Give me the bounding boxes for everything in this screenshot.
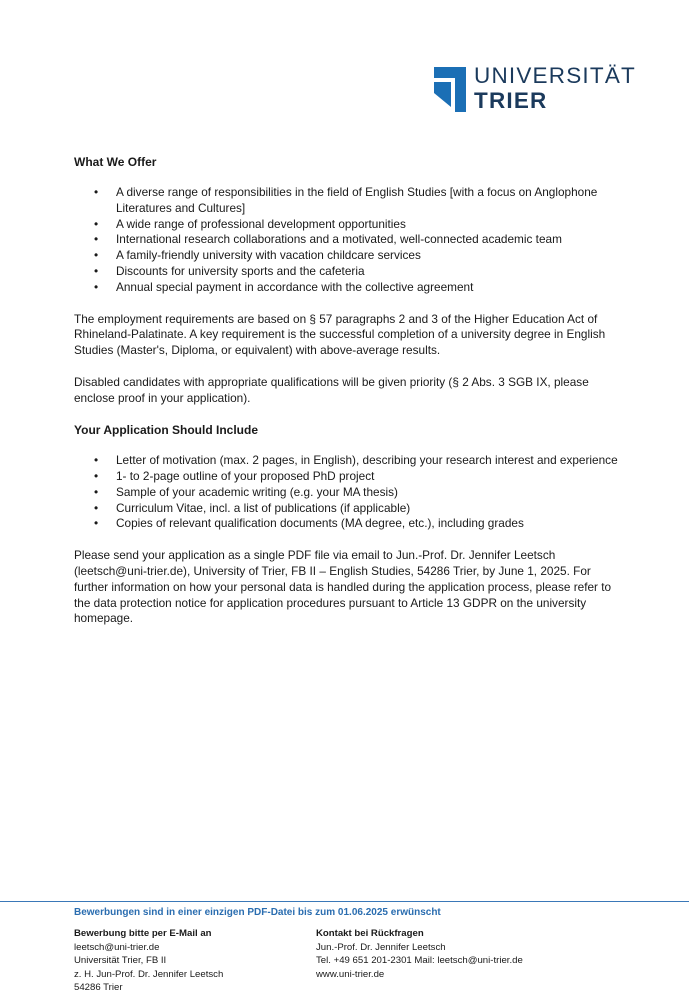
list-item <box>94 453 619 469</box>
list-item-text: A family-friendly university with vacation childcare services <box>116 248 421 263</box>
bullet-icon: • <box>94 232 99 247</box>
list-item-text: Discounts for university sports and the cafeteria <box>116 263 365 278</box>
bullet-icon: • <box>94 500 99 515</box>
bullet-icon: • <box>94 484 99 499</box>
footer-divider <box>0 901 689 902</box>
list-item-text: Annual special payment in accordance with the collective agreement <box>116 279 474 294</box>
footer-phone-mail[interactable]: Tel. +49 651 201-2301 Mail: leetsch@uni-trier.de <box>316 955 523 966</box>
bullet-icon: • <box>94 453 99 468</box>
offer-heading: What We Offer <box>74 155 157 169</box>
footer-right-line: Jun.-Prof. Dr. Jennifer Leetsch <box>316 941 446 953</box>
requirements-paragraph: The employment requirements are based on § 57 paragraphs 2 and 3 of the Higher Education Act of Rhineland-Palatinate. A key requirement is the successful completion of a university degree in English Studies (Master's, Diploma, or equivalent) with above-average results. <box>74 311 606 358</box>
disabled-candidates-paragraph: Disabled candidates with appropriate qualifications will be given priority (§ 2 Abs. 3 SGB IX, please enclose proof in your application). <box>74 374 589 405</box>
footer-left-line: 54286 Trier <box>74 982 123 993</box>
footer-email-link[interactable]: leetsch@uni-trier.de <box>74 941 160 953</box>
list-item-text: Sample of your academic writing (e.g. your MA thesis) <box>116 484 398 499</box>
application-heading: Your Application Should Include <box>74 423 258 438</box>
document-body <box>74 154 619 643</box>
list-item <box>94 232 619 248</box>
footer-contact-submission <box>74 927 223 995</box>
footer-contact-questions <box>316 927 523 981</box>
bullet-icon: • <box>94 185 99 199</box>
university-logo-mark-icon <box>434 67 466 112</box>
footer-right-heading: Kontakt bei Rückfragen <box>316 928 424 939</box>
application-list <box>74 453 619 532</box>
list-item-text: International research collaborations and a motivated, well-connected academic team <box>116 232 562 247</box>
bullet-icon: • <box>94 516 99 531</box>
bullet-icon: • <box>94 216 99 231</box>
footer-left-line: z. H. Jun-Prof. Dr. Jennifer Leetsch <box>74 968 224 980</box>
list-item <box>94 263 619 280</box>
list-item <box>94 248 619 264</box>
footer-deadline-note: Bewerbungen sind in einer einzigen PDF-Datei bis zum 01.06.2025 erwünscht <box>74 907 441 918</box>
list-item <box>94 484 619 501</box>
logo-text-trier: TRIER <box>474 88 548 113</box>
list-item-text: 1- to 2-page outline of your proposed PhD project <box>116 468 375 483</box>
list-item <box>94 216 619 233</box>
footer-left-heading: Bewerbung bitte per E-Mail an <box>74 928 212 939</box>
logo-text-universitat: UNIVERSITÄT <box>474 63 636 88</box>
footer-left-line: Universität Trier, FB II <box>74 955 167 966</box>
offer-list <box>74 185 619 296</box>
list-item-text: Letter of motivation (max. 2 pages, in English), describing your research interest and experience <box>116 453 618 468</box>
list-item <box>94 185 619 217</box>
list-item <box>94 279 619 296</box>
bullet-icon: • <box>94 248 99 263</box>
list-item-text: Copies of relevant qualification documents (MA degree, etc.), including grades <box>116 516 524 531</box>
bullet-icon: • <box>94 468 99 483</box>
list-item <box>94 516 619 532</box>
list-item-text: Curriculum Vitae, incl. a list of publications (if applicable) <box>116 500 411 515</box>
list-item <box>94 468 619 485</box>
closing-paragraph: Please send your application as a single PDF file via email to Jun.-Prof. Dr. Jennifer Leetsch (leetsch@uni-trier.de), University of Trier, FB II – English Studies, 54286 Trier, by June 1, 2025. For further information on how your personal data is handled during the application process, please refer to the data protection notice for application procedures pursuant to Article 13 GDPR on the university homepage. <box>74 548 612 626</box>
university-logo <box>434 64 634 114</box>
bullet-icon: • <box>94 279 99 294</box>
bullet-icon: • <box>94 263 99 278</box>
list-item <box>94 500 619 517</box>
list-item-text: A diverse range of responsibilities in the field of English Studies [with a focus on Anglophone Literatures and Cultures] <box>116 185 598 215</box>
list-item-text: A wide range of professional development opportunities <box>116 216 406 231</box>
footer-website-link[interactable]: www.uni-trier.de <box>316 968 385 980</box>
